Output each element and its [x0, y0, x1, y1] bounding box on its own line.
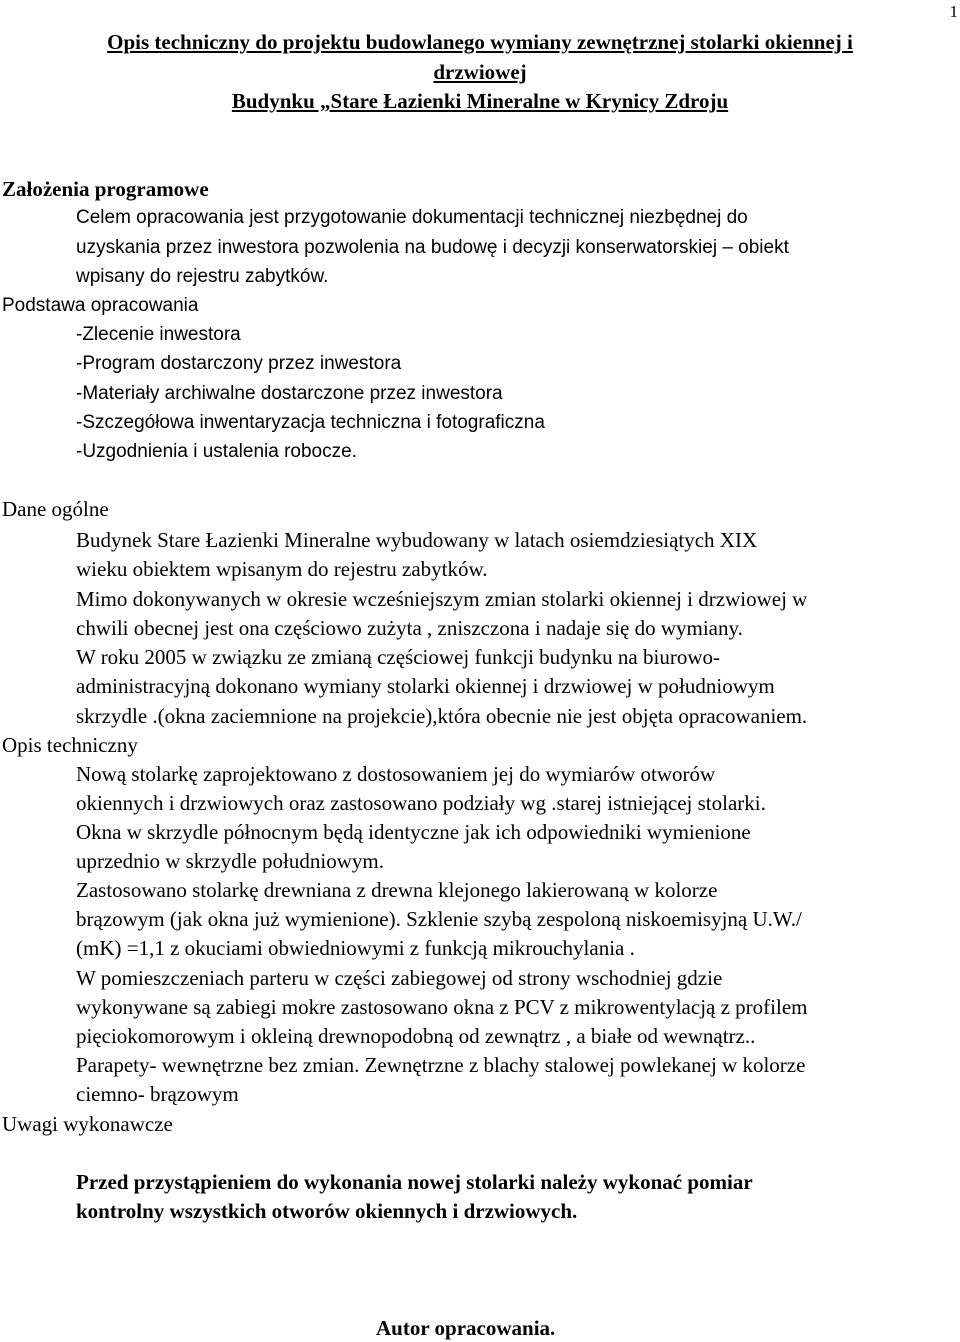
uwagi-bold-line: kontrolny wszystkich otworów okiennych i drzwiowych.: [76, 1199, 578, 1223]
uwagi-bold-line: Przed przystąpieniem do wykonania nowej stolarki należy wykonać pomiar: [76, 1170, 753, 1194]
opis-line: pięciokomorowym i okleiną drewnopodobną od zewnątrz , a białe od wewnątrz..: [76, 1024, 756, 1048]
opis-line: W pomieszczeniach parteru w części zabiegowej od strony wschodniej gdzie: [76, 966, 723, 990]
document-title-line-1: Opis techniczny do projektu budowlanego wymiany zewnętrznej stolarki okiennej i: [107, 30, 853, 54]
dane-line: Mimo dokonywanych w okresie wcześniejszym zmian stolarki okiennej i drzwiowej w: [76, 587, 808, 611]
dane-line: Budynek Stare Łazienki Mineralne wybudowany w latach osiemdziesiątych XIX: [76, 528, 758, 552]
page-number: 1: [949, 2, 958, 21]
heading-zalozenia: Założenia programowe: [2, 177, 209, 201]
dane-line: W roku 2005 w związku ze zmianą częściowej funkcji budynku na biurowo-: [76, 645, 720, 669]
heading-podstawa: Podstawa opracowania: [2, 295, 199, 316]
opis-line: okiennych i drzwiowych oraz zastosowano podziały wg .starej istniejącej stolarki.: [76, 791, 766, 815]
zalozenia-line: wpisany do rejestru zabytków.: [76, 266, 329, 287]
document-title-line-3: Budynku „Stare Łazienki Mineralne w Krynicy Zdroju: [231, 89, 729, 113]
heading-dane: Dane ogólne: [2, 497, 109, 521]
zalozenia-line: uzyskania przez inwestora pozwolenia na budowę i decyzji konserwatorskiej – obiekt: [76, 237, 789, 258]
dane-line: administracyjną dokonano wymiany stolarki okiennej i drzwiowej w południowym: [76, 674, 775, 698]
opis-line: brązowym (jak okna już wymienione). Szklenie szybą zespoloną niskoemisyjną U.W./: [76, 907, 802, 931]
document-title-line-2: drzwiowej: [433, 60, 527, 84]
heading-uwagi: Uwagi wykonawcze: [2, 1112, 173, 1136]
heading-opis: Opis techniczny: [2, 733, 138, 757]
podstawa-line: -Uzgodnienia i ustalenia robocze.: [76, 441, 357, 462]
opis-line: uprzednio w skrzydle południowym.: [76, 849, 384, 873]
dane-line: wieku obiektem wpisanym do rejestru zabytków.: [76, 557, 488, 581]
opis-line: Okna w skrzydle północnym będą identyczne jak ich odpowiedniki wymienione: [76, 820, 751, 844]
podstawa-line: -Materiały archiwalne dostarczone przez inwestora: [76, 383, 503, 404]
podstawa-line: -Program dostarczony przez inwestora: [76, 353, 402, 374]
dane-line: skrzydle .(okna zaciemnione na projekcie),która obecnie nie jest objęta opracowaniem.: [76, 704, 808, 728]
opis-line: ciemno- brązowym: [76, 1082, 239, 1106]
opis-line: Parapety- wewnętrzne bez zmian. Zewnętrzne z blachy stalowej powlekanej w kolorze: [76, 1053, 806, 1077]
opis-line: Nową stolarkę zaprojektowano z dostosowaniem jej do wymiarów otworów: [76, 762, 716, 786]
dane-line: chwili obecnej jest ona częściowo zużyta , zniszczona i nadaje się do wymiany.: [76, 616, 743, 640]
opis-line: wykonywane są zabiegi mokre zastosowano okna z PCV z mikrowentylacją z profilem: [76, 995, 808, 1019]
podstawa-line: -Zlecenie inwestora: [76, 324, 241, 345]
zalozenia-line: Celem opracowania jest przygotowanie dokumentacji technicznej niezbędnej do: [76, 207, 748, 228]
podstawa-line: -Szczegółowa inwentaryzacja techniczna i fotograficzna: [76, 412, 545, 433]
opis-line: Zastosowano stolarkę drewniana z drewna klejonego lakierowaną w kolorze: [76, 878, 718, 902]
opis-line: (mK) =1,1 z okuciami obwiedniowymi z funkcją mikrouchylania .: [76, 936, 635, 960]
author-signature: Autor opracowania.: [376, 1316, 556, 1340]
